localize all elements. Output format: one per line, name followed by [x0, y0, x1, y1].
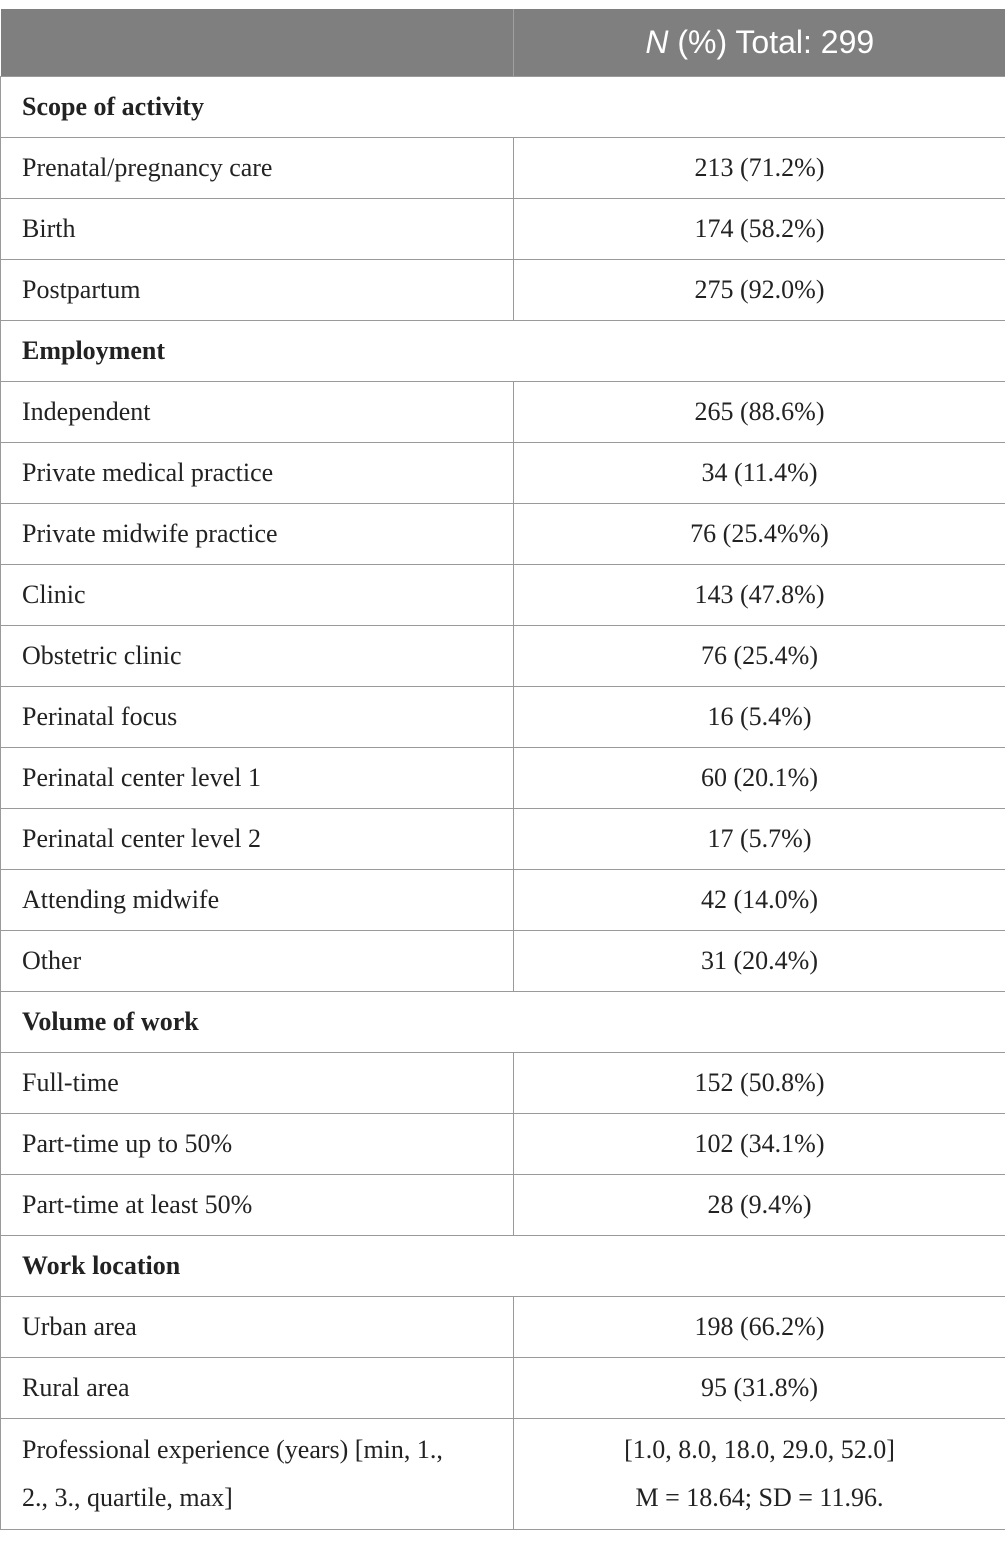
table-row — [1, 809, 1005, 870]
row-value: 152 (50.8%) — [514, 1053, 1005, 1114]
row-value: 143 (47.8%) — [514, 565, 1005, 626]
table-row — [1, 687, 1005, 748]
row-value: 102 (34.1%) — [514, 1114, 1005, 1175]
table-row — [1, 931, 1005, 992]
demographics-table — [0, 9, 1005, 1530]
section-header-row — [1, 321, 1005, 382]
row-value — [514, 77, 1005, 138]
row-value: 76 (25.4%) — [514, 626, 1005, 687]
row-value: 198 (66.2%) — [514, 1297, 1005, 1358]
row-value: 76 (25.4%%) — [514, 504, 1005, 565]
row-label: Perinatal center level 2 — [1, 809, 514, 870]
row-value — [514, 992, 1005, 1053]
table-row — [1, 1358, 1005, 1419]
experience-value-line1: [1.0, 8.0, 18.0, 29.0, 52.0] — [624, 1435, 895, 1464]
table-row — [1, 626, 1005, 687]
section-title: Work location — [1, 1236, 514, 1297]
table-row-experience — [1, 1419, 1005, 1530]
header-row — [1, 9, 1005, 77]
section-title: Volume of work — [1, 992, 514, 1053]
header-n-symbol: N — [645, 24, 669, 60]
table-row — [1, 870, 1005, 931]
row-value: 60 (20.1%) — [514, 748, 1005, 809]
header-total-text: (%) Total: 299 — [668, 24, 875, 60]
row-value: 275 (92.0%) — [514, 260, 1005, 321]
row-label: Clinic — [1, 565, 514, 626]
row-label: Birth — [1, 199, 514, 260]
row-value: 174 (58.2%) — [514, 199, 1005, 260]
row-label: Part-time at least 50% — [1, 1175, 514, 1236]
row-value — [514, 321, 1005, 382]
table-row — [1, 260, 1005, 321]
experience-label-line1: Professional experience (years) [min, 1., — [22, 1435, 443, 1464]
section-header-row — [1, 992, 1005, 1053]
experience-label-line2: 2., 3., quartile, max] — [22, 1483, 233, 1512]
table-row — [1, 1053, 1005, 1114]
row-label: Independent — [1, 382, 514, 443]
row-label: Obstetric clinic — [1, 626, 514, 687]
section-header-row — [1, 77, 1005, 138]
table-row — [1, 382, 1005, 443]
row-label: Prenatal/pregnancy care — [1, 138, 514, 199]
table-row — [1, 565, 1005, 626]
row-value: 16 (5.4%) — [514, 687, 1005, 748]
section-header-row — [1, 1236, 1005, 1297]
row-label: Urban area — [1, 1297, 514, 1358]
experience-value-line2: M = 18.64; SD = 11.96. — [635, 1483, 884, 1512]
row-value: 42 (14.0%) — [514, 870, 1005, 931]
row-label: Perinatal center level 1 — [1, 748, 514, 809]
section-title: Employment — [1, 321, 514, 382]
header-label-cell — [1, 9, 514, 77]
row-value: 28 (9.4%) — [514, 1175, 1005, 1236]
row-value: 265 (88.6%) — [514, 382, 1005, 443]
row-label: Rural area — [1, 1358, 514, 1419]
row-label: Full-time — [1, 1053, 514, 1114]
row-label: Perinatal focus — [1, 687, 514, 748]
table-row — [1, 199, 1005, 260]
experience-label-cell — [1, 1419, 514, 1530]
table-row — [1, 748, 1005, 809]
section-title: Scope of activity — [1, 77, 514, 138]
row-value: 17 (5.7%) — [514, 809, 1005, 870]
row-label: Part-time up to 50% — [1, 1114, 514, 1175]
experience-value-cell — [514, 1419, 1005, 1530]
table-row — [1, 1297, 1005, 1358]
row-label: Private medical practice — [1, 443, 514, 504]
row-label: Private midwife practice — [1, 504, 514, 565]
table-row — [1, 1175, 1005, 1236]
table-row — [1, 504, 1005, 565]
row-value: 31 (20.4%) — [514, 931, 1005, 992]
table-row — [1, 1114, 1005, 1175]
row-label: Attending midwife — [1, 870, 514, 931]
header-total-cell — [514, 9, 1005, 77]
table-row — [1, 138, 1005, 199]
row-value: 213 (71.2%) — [514, 138, 1005, 199]
table-row — [1, 443, 1005, 504]
row-value — [514, 1236, 1005, 1297]
row-value: 95 (31.8%) — [514, 1358, 1005, 1419]
row-label: Postpartum — [1, 260, 514, 321]
row-value: 34 (11.4%) — [514, 443, 1005, 504]
row-label: Other — [1, 931, 514, 992]
